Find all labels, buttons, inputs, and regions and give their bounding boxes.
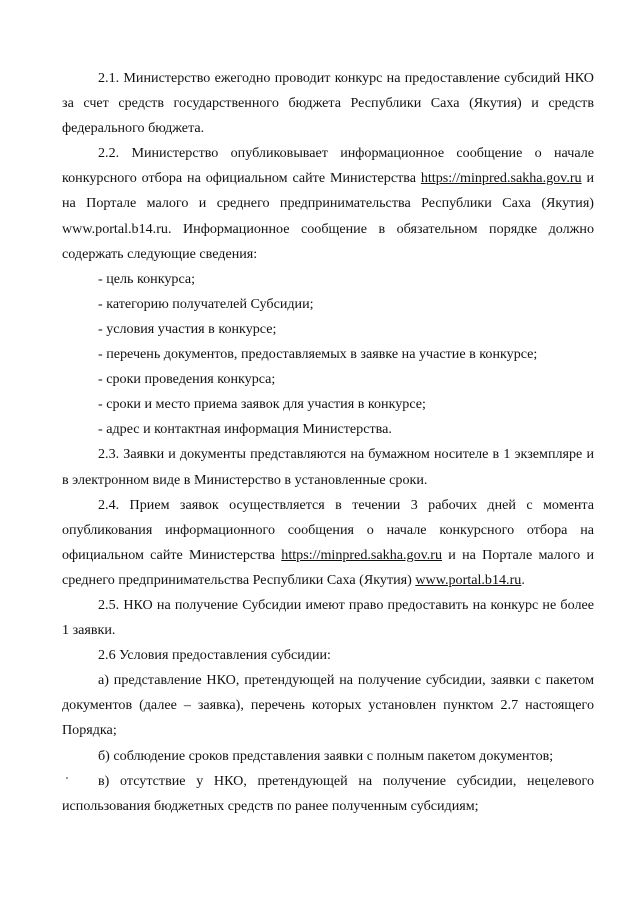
paragraph-2-4-text-end: . (521, 571, 525, 588)
scan-speck (66, 777, 68, 779)
list-item: - цель конкурса; (98, 270, 196, 287)
portal-link[interactable]: www.portal.b14.ru (415, 571, 522, 588)
minpred-link[interactable]: https://minpred.sakha.gov.ru (420, 170, 582, 187)
document-page (62, 66, 594, 819)
paragraph-2-1: 2.1. Министерство ежегодно проводит конкурс на предоставление субсидий НКО за счет средств государственного бюджета Республики Саха (Якутия) и средств федерального бюджета. (62, 70, 594, 137)
paragraph-2-2 (62, 141, 594, 266)
paragraph-2-4-text-middle: и на Портале малого и среднего предпринимательства Республики Саха (Якутия) (62, 546, 594, 588)
paragraph-2-4 (62, 493, 594, 593)
list-item: - адрес и контактная информация Министерства. (98, 421, 392, 438)
paragraph-a: а) представление НКО, претендующей на получение субсидии, заявки с пакетом документов (далее – заявка), перечень которых установлен пунктом 2.7 настоящего Порядка; (62, 672, 594, 739)
paragraph-b: б) соблюдение сроков представления заявки с полным пакетом документов; (98, 747, 554, 764)
paragraph-2-2-text-after: и на Портале малого и среднего предпринимательства Республики Саха (Якутия) www.portal.b14.ru. Информационное сообщение в обязательном порядке должно содержать следующие сведения: (62, 170, 594, 262)
list-item: - условия участия в конкурсе; (98, 320, 277, 337)
paragraph-2-6: 2.6 Условия предоставления субсидии: (98, 647, 331, 664)
paragraph-v: в) отсутствие у НКО, претендующей на получение субсидии, нецелевого использования бюджетных средств по ранее полученным субсидиям; (62, 772, 594, 814)
paragraph-2-3: 2.3. Заявки и документы представляются на бумажном носителе в 1 экземпляре и в электронном виде в Министерство в установленные сроки. (62, 446, 594, 488)
list-item: - сроки и место приема заявок для участия в конкурсе; (98, 396, 426, 413)
paragraph-2-4-text-before: 2.4. Прием заявок осуществляется в течении 3 рабочих дней с момента опубликования информационного сообщения о начале конкурсного отбора на официальном сайте Министерства (62, 496, 594, 563)
paragraph-2-2-text-before: 2.2. Министерство опубликовывает информационное сообщение о начале конкурсного отбора на официальном сайте Министерства (62, 145, 594, 187)
paragraph-2-5: 2.5. НКО на получение Субсидии имеют право предоставить на конкурс не более 1 заявки. (62, 596, 594, 639)
list-item: - сроки проведения конкурса; (98, 371, 276, 388)
minpred-link[interactable]: https://minpred.sakha.gov.ru (281, 546, 443, 563)
list-item: - категорию получателей Субсидии; (98, 295, 314, 312)
list-item: - перечень документов, предоставляемых в заявке на участие в конкурсе; (98, 346, 538, 363)
